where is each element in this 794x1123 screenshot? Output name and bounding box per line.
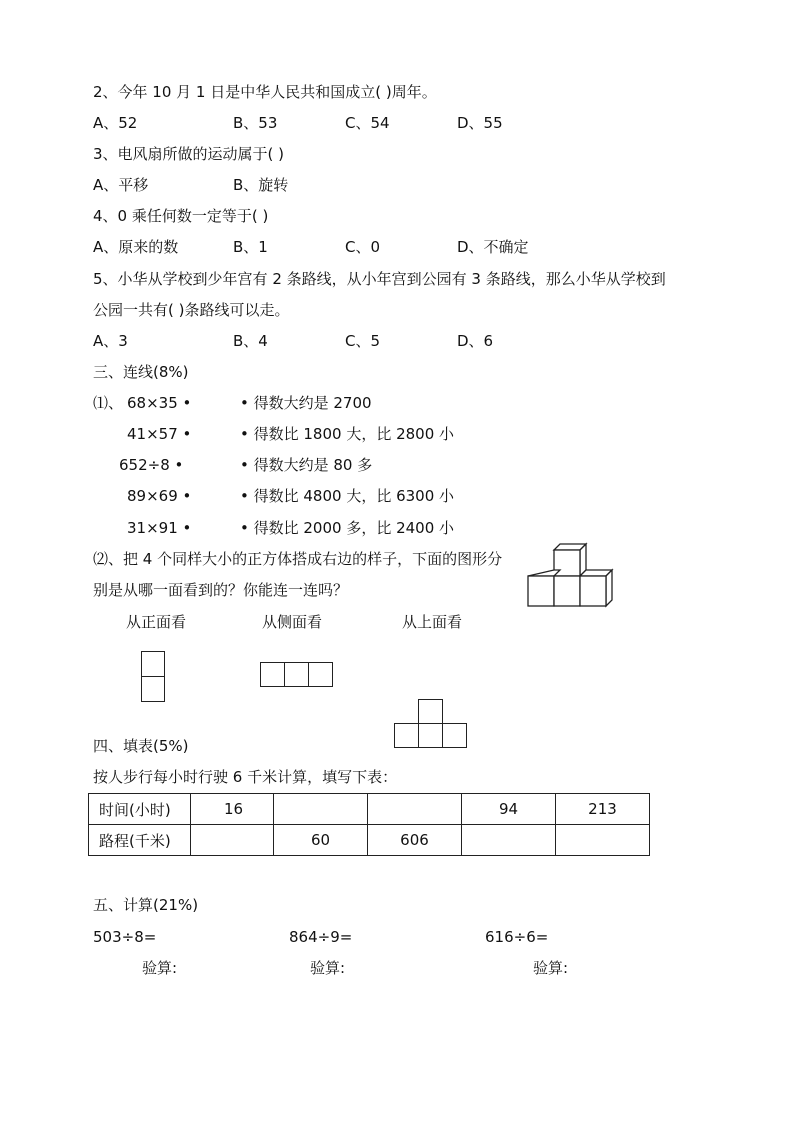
section5-title: 五、计算(21%) xyxy=(93,896,199,914)
q5-option-a: A、3 xyxy=(93,332,128,350)
q3-text: 3、电风扇所做的运动属于( ) xyxy=(93,145,285,163)
calc-problem-3: 616÷6= xyxy=(485,928,549,946)
table-cell[interactable] xyxy=(368,794,462,825)
part1-label: ⑴、 xyxy=(93,394,124,412)
q3-option-a: A、平移 xyxy=(93,176,149,194)
table-cell[interactable]: 213 xyxy=(556,794,650,825)
speed-table xyxy=(88,793,650,856)
q4-option-d: D、不确定 xyxy=(457,238,529,256)
shape-t-squares xyxy=(442,723,467,748)
q2-option-a: A、52 xyxy=(93,114,138,132)
shape-t-squares xyxy=(418,699,443,724)
section4-instruction: 按人步行每小时行驶 6 千米计算，填写下表： xyxy=(93,768,398,786)
match-right-4: • 得数比 4800 大，比 6300 小 xyxy=(240,487,455,505)
q5-option-d: D、6 xyxy=(457,332,494,350)
table-row xyxy=(89,825,650,856)
match-left-1: 68×35 • xyxy=(127,394,192,412)
match-left-3: 652÷8 • xyxy=(119,456,184,474)
q4-option-a: A、原来的数 xyxy=(93,238,179,256)
table-cell[interactable]: 94 xyxy=(462,794,556,825)
view-top-label: 从上面看 xyxy=(402,613,463,631)
table-cell[interactable]: 606 xyxy=(368,825,462,856)
shape-horizontal-squares xyxy=(308,662,333,687)
q5-line2: 公园一共有( )条路线可以走。 xyxy=(93,301,290,319)
q4-option-b: B、1 xyxy=(233,238,268,256)
table-cell[interactable] xyxy=(462,825,556,856)
part2-line2: 别是从哪一面看到的？你能连一连吗？ xyxy=(93,581,349,599)
q2-option-d: D、55 xyxy=(457,114,503,132)
cube-stack-figure xyxy=(522,540,622,610)
shape-t-squares xyxy=(394,723,419,748)
shape-t-squares xyxy=(418,723,443,748)
q5-option-b: B、4 xyxy=(233,332,268,350)
match-left-2: 41×57 • xyxy=(127,425,192,443)
table-cell[interactable]: 60 xyxy=(274,825,368,856)
q2-option-b: B、53 xyxy=(233,114,278,132)
calc-problem-1: 503÷8= xyxy=(93,928,157,946)
check-label-2: 验算: xyxy=(310,959,346,977)
table-cell[interactable] xyxy=(191,825,274,856)
section3-title: 三、连线(8%) xyxy=(93,363,189,381)
q3-option-b: B、旋转 xyxy=(233,176,289,194)
shape-horizontal-squares xyxy=(284,662,309,687)
q5-option-c: C、5 xyxy=(345,332,381,350)
table-cell: 路程(千米) xyxy=(89,825,191,856)
q2-text: 2、今年 10 月 1 日是中华人民共和国成立( )周年。 xyxy=(93,83,437,101)
view-front-label: 从正面看 xyxy=(126,613,187,631)
q2-option-c: C、54 xyxy=(345,114,390,132)
q4-text: 4、0 乘任何数一定等于( ) xyxy=(93,207,269,225)
check-label-1: 验算: xyxy=(142,959,178,977)
table-cell: 时间(小时) xyxy=(89,794,191,825)
calc-problem-2: 864÷9= xyxy=(289,928,353,946)
table-cell[interactable]: 16 xyxy=(191,794,274,825)
match-left-5: 31×91 • xyxy=(127,519,192,537)
match-right-1: • 得数大约是 2700 xyxy=(240,394,372,412)
shape-vertical-squares xyxy=(141,651,165,677)
table-row xyxy=(89,794,650,825)
section4-title: 四、填表(5%) xyxy=(93,737,189,755)
match-left-4: 89×69 • xyxy=(127,487,192,505)
match-right-3: • 得数大约是 80 多 xyxy=(240,456,373,474)
table-cell[interactable] xyxy=(556,825,650,856)
shape-horizontal-squares xyxy=(260,662,285,687)
shape-vertical-squares xyxy=(141,676,165,702)
view-side-label: 从侧面看 xyxy=(262,613,323,631)
part2-line1: ⑵、把 4 个同样大小的正方体搭成右边的样子，下面的图形分 xyxy=(93,550,503,568)
match-right-5: • 得数比 2000 多，比 2400 小 xyxy=(240,519,455,537)
table-cell[interactable] xyxy=(274,794,368,825)
q4-option-c: C、0 xyxy=(345,238,381,256)
q5-line1: 5、小华从学校到少年宫有 2 条路线，从小年宫到公园有 3 条路线，那么小华从学校到 xyxy=(93,270,666,288)
match-right-2: • 得数比 1800 大，比 2800 小 xyxy=(240,425,455,443)
check-label-3: 验算: xyxy=(533,959,569,977)
